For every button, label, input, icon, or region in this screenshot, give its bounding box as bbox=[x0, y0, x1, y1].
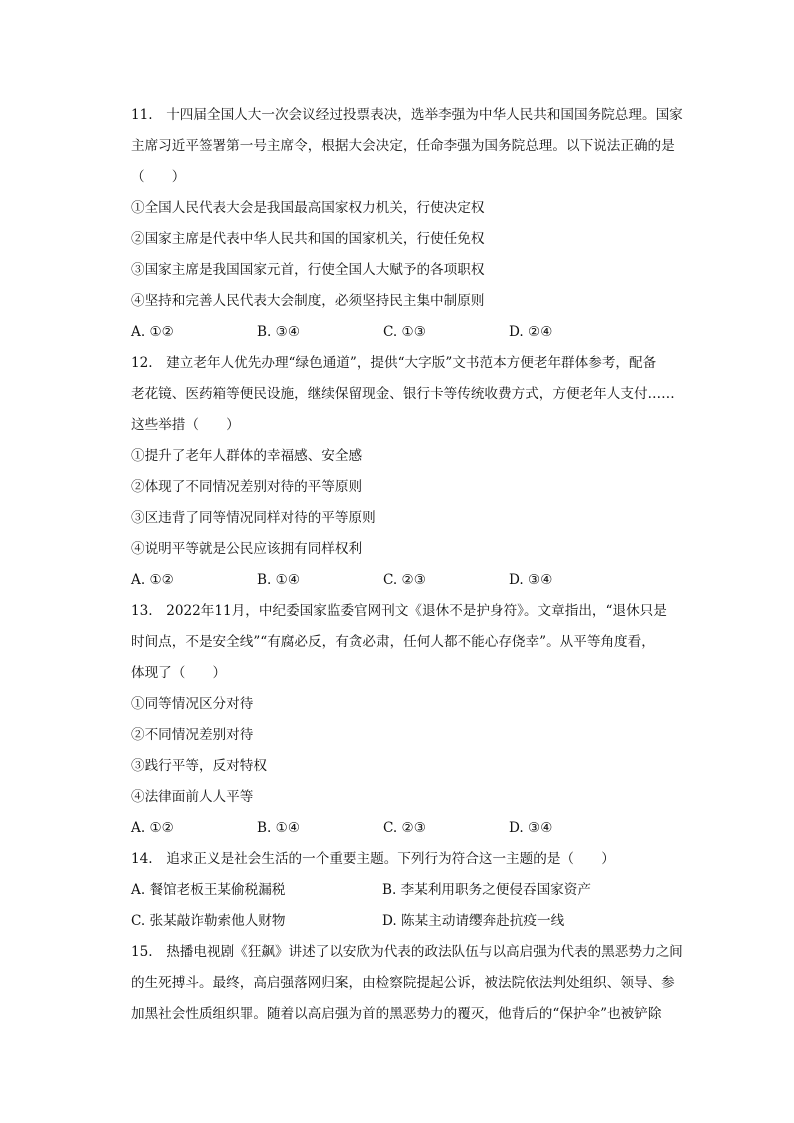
answer-options-row-1 bbox=[131, 875, 691, 906]
question-14 bbox=[131, 844, 691, 937]
statement-3: ③国家主席是我国国家元首，行使全国人大赋予的各项职权 bbox=[131, 262, 485, 278]
question-stem-line: 主席习近平签署第一号主席令，根据大会决定，任命李强为国务院总理。以下说法正确的是 bbox=[131, 138, 675, 154]
question-stem-line: 体现了（ ） bbox=[131, 665, 227, 681]
statement-3: ③践行平等，反对特权 bbox=[131, 758, 267, 774]
option-b: B. ①④ bbox=[257, 820, 301, 836]
option-c: C. ①③ bbox=[383, 324, 426, 340]
option-a: A. 餐馆老板王某偷税漏税 bbox=[131, 882, 286, 898]
question-12 bbox=[131, 348, 691, 596]
option-c: C. 张某敲诈勒索他人财物 bbox=[131, 913, 286, 929]
statement-2: ②体现了不同情况差别对待的平等原则 bbox=[131, 479, 363, 495]
exam-page bbox=[131, 100, 691, 1030]
option-a: A. ①② bbox=[131, 572, 174, 588]
statement-2: ②不同情况差别对待 bbox=[131, 727, 254, 743]
question-stem-line: 时间点，不是安全线”“有腐必反，有贪必肃，任何人都不能心存侥幸”。从平等角度看， bbox=[131, 634, 655, 650]
statement-3: ③区违背了同等情况同样对待的平等原则 bbox=[131, 510, 376, 526]
question-13 bbox=[131, 596, 691, 844]
answer-options-row-2 bbox=[131, 906, 691, 937]
answer-options bbox=[131, 813, 691, 844]
statement-1: ①同等情况区分对待 bbox=[131, 696, 254, 712]
statement-1: ①全国人民代表大会是我国最高国家权力机关，行使决定权 bbox=[131, 200, 485, 216]
question-stem-line: 11. 十四届全国人大一次会议经过投票表决，选举李强为中华人民共和国国务院总理。国家 bbox=[131, 107, 683, 123]
statement-1: ①提升了老年人群体的幸福感、安全感 bbox=[131, 448, 363, 464]
option-d: D. 陈某主动请缨奔赴抗疫一线 bbox=[382, 913, 565, 929]
option-d: D. ③④ bbox=[509, 572, 553, 588]
question-stem-line: 加黑社会性质组织罪。随着以高启强为首的黑恶势力的覆灭，他背后的“保护伞”也被铲除 bbox=[131, 1006, 662, 1022]
question-stem-line: 12. 建立老年人优先办理“绿色通道”，提供“大字版”文书范本方便老年群体参考，配备 bbox=[131, 355, 657, 371]
option-a: A. ①② bbox=[131, 324, 174, 340]
statement-4: ④法律面前人人平等 bbox=[131, 789, 254, 805]
question-stem-line: 老花镜、医药箱等便民设施，继续保留现金、银行卡等传统收费方式，方便老年人支付…… bbox=[131, 386, 675, 402]
option-c: C. ②③ bbox=[383, 572, 426, 588]
question-stem-line: 这些举措（ ） bbox=[131, 417, 240, 433]
answer-options bbox=[131, 317, 691, 348]
statement-4: ④坚持和完善人民代表大会制度，必须坚持民主集中制原则 bbox=[131, 293, 485, 309]
question-stem-line: 的生死搏斗。最终，高启强落网归案，由检察院提起公诉，被法院依法判处组织、领导、参 bbox=[131, 975, 675, 991]
statement-2: ②国家主席是代表中华人民共和国的国家机关，行使任免权 bbox=[131, 231, 485, 247]
question-stem-line: 14. 追求正义是社会生活的一个重要主题。下列行为符合这一主题的是（ ） bbox=[131, 851, 615, 867]
option-a: A. ①② bbox=[131, 820, 174, 836]
question-stem-line: 13. 2022年11月，中纪委国家监委官网刊文《退休不是护身符》。文章指出，“退休只是 bbox=[131, 603, 667, 619]
option-b: B. ③④ bbox=[257, 324, 301, 340]
question-15 bbox=[131, 937, 691, 1030]
question-stem-line: 15. 热播电视剧《狂飙》讲述了以安欣为代表的政法队伍与以高启强为代表的黑恶势力之间 bbox=[131, 944, 683, 960]
option-d: D. ③④ bbox=[509, 820, 553, 836]
statement-4: ④说明平等就是公民应该拥有同样权利 bbox=[131, 541, 363, 557]
question-11 bbox=[131, 100, 691, 348]
question-stem-line: （ ） bbox=[131, 169, 186, 185]
option-b: B. ①④ bbox=[257, 572, 301, 588]
option-c: C. ②③ bbox=[383, 820, 426, 836]
option-b: B. 李某利用职务之便侵吞国家资产 bbox=[382, 882, 591, 898]
option-d: D. ②④ bbox=[509, 324, 553, 340]
answer-options bbox=[131, 565, 691, 596]
